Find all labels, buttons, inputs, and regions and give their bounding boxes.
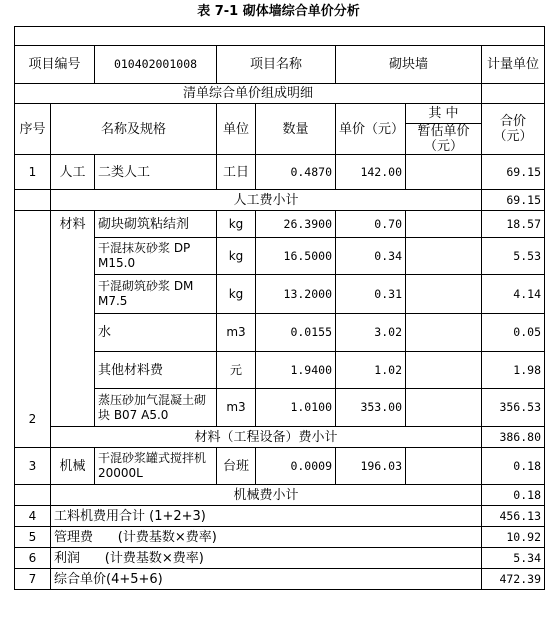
material-price: 3.02 <box>336 314 406 352</box>
material-row <box>15 275 545 314</box>
material-qty: 26.3900 <box>256 211 336 238</box>
material-qty: 0.0155 <box>256 314 336 352</box>
material-unit: 元 <box>217 352 256 389</box>
material-total: 1.98 <box>482 352 545 389</box>
material-name: 蒸压砂加气混凝土砌块 B07 A5.0 <box>95 389 217 427</box>
materials-subtotal-label: 材料（工程设备）费小计 <box>51 427 482 448</box>
table-title: 表 7-1 砌体墙综合单价分析 <box>197 4 360 19</box>
summary-label: 管理费 (计费基数×费率) <box>51 527 482 548</box>
material-row <box>15 389 545 427</box>
section-title-row <box>15 84 545 104</box>
material-total: 4.14 <box>482 275 545 314</box>
project-name-label: 项目名称 <box>217 46 336 84</box>
unit-price-analysis-table <box>14 26 545 590</box>
machinery-total: 0.18 <box>482 448 545 485</box>
machinery-name: 干混砂浆罐式搅拌机 20000L <box>95 448 217 485</box>
material-name: 水 <box>95 314 217 352</box>
col-provisional: 暂估单价（元） <box>406 124 482 155</box>
material-name: 砌块砌筑粘结剂 <box>95 211 217 238</box>
project-header-row <box>15 46 545 84</box>
material-total: 0.05 <box>482 314 545 352</box>
material-row <box>15 314 545 352</box>
summary-value: 456.13 <box>482 506 545 527</box>
labor-total: 69.15 <box>482 155 545 190</box>
summary-value: 5.34 <box>482 548 545 569</box>
material-price: 0.34 <box>336 238 406 275</box>
unit-label: 计量单位 <box>482 46 545 84</box>
summary-seq: 7 <box>15 569 51 590</box>
machinery-qty: 0.0009 <box>256 448 336 485</box>
col-price: 单价（元） <box>336 104 406 155</box>
summary-value: 10.92 <box>482 527 545 548</box>
project-code: 010402001008 <box>95 46 217 84</box>
machinery-subtotal: 0.18 <box>482 485 545 506</box>
labor-row <box>15 155 545 190</box>
materials-subtotal-row <box>15 427 545 448</box>
material-price: 353.00 <box>336 389 406 427</box>
machinery-price: 196.03 <box>336 448 406 485</box>
materials-seq: 2 <box>15 211 51 448</box>
blank-row <box>15 27 545 46</box>
summary-row <box>15 527 545 548</box>
material-name: 其他材料费 <box>95 352 217 389</box>
column-header-row <box>15 104 545 124</box>
summary-label: 综合单价(4+5+6) <box>51 569 482 590</box>
labor-unit: 工日 <box>217 155 256 190</box>
col-total: 合价（元） <box>482 104 545 155</box>
material-name: 干混抹灰砂浆 DP M15.0 <box>95 238 217 275</box>
summary-label: 利润 (计费基数×费率) <box>51 548 482 569</box>
labor-qty: 0.4870 <box>256 155 336 190</box>
summary-seq: 4 <box>15 506 51 527</box>
project-code-label: 项目编号 <box>15 46 95 84</box>
labor-category: 人工 <box>51 155 95 190</box>
summary-row <box>15 569 545 590</box>
summary-row <box>15 548 545 569</box>
machinery-unit: 台班 <box>217 448 256 485</box>
machinery-subtotal-label: 机械费小计 <box>51 485 482 506</box>
material-total: 5.53 <box>482 238 545 275</box>
col-name: 名称及规格 <box>51 104 217 155</box>
col-qty: 数量 <box>256 104 336 155</box>
material-price: 0.70 <box>336 211 406 238</box>
section-title: 清单综合单价组成明细 <box>15 84 482 104</box>
material-unit: m3 <box>217 389 256 427</box>
labor-subtotal: 69.15 <box>482 190 545 211</box>
material-total: 356.53 <box>482 389 545 427</box>
material-qty: 1.9400 <box>256 352 336 389</box>
material-qty: 16.5000 <box>256 238 336 275</box>
material-price: 1.02 <box>336 352 406 389</box>
col-of-which: 其 中 <box>406 104 482 124</box>
col-unit: 单位 <box>217 104 256 155</box>
material-unit: m3 <box>217 314 256 352</box>
summary-value: 472.39 <box>482 569 545 590</box>
project-name: 砌块墙 <box>336 46 482 84</box>
labor-price: 142.00 <box>336 155 406 190</box>
summary-seq: 6 <box>15 548 51 569</box>
material-row <box>15 211 545 238</box>
material-row <box>15 352 545 389</box>
summary-row <box>15 506 545 527</box>
col-seq: 序号 <box>15 104 51 155</box>
materials-category: 材料 <box>51 211 95 427</box>
machinery-subtotal-row <box>15 485 545 506</box>
machinery-seq: 3 <box>15 448 51 485</box>
material-unit: kg <box>217 211 256 238</box>
material-unit: kg <box>217 238 256 275</box>
material-qty: 13.2000 <box>256 275 336 314</box>
labor-name: 二类人工 <box>95 155 217 190</box>
material-price: 0.31 <box>336 275 406 314</box>
material-row <box>15 238 545 275</box>
labor-subtotal-row <box>15 190 545 211</box>
material-qty: 1.0100 <box>256 389 336 427</box>
summary-label: 工料机费用合计 (1+2+3) <box>51 506 482 527</box>
material-unit: kg <box>217 275 256 314</box>
labor-seq: 1 <box>15 155 51 190</box>
summary-seq: 5 <box>15 527 51 548</box>
material-total: 18.57 <box>482 211 545 238</box>
materials-subtotal: 386.80 <box>482 427 545 448</box>
machinery-category: 机械 <box>51 448 95 485</box>
labor-subtotal-label: 人工费小计 <box>51 190 482 211</box>
material-name: 干混砌筑砂浆 DM M7.5 <box>95 275 217 314</box>
machinery-row <box>15 448 545 485</box>
